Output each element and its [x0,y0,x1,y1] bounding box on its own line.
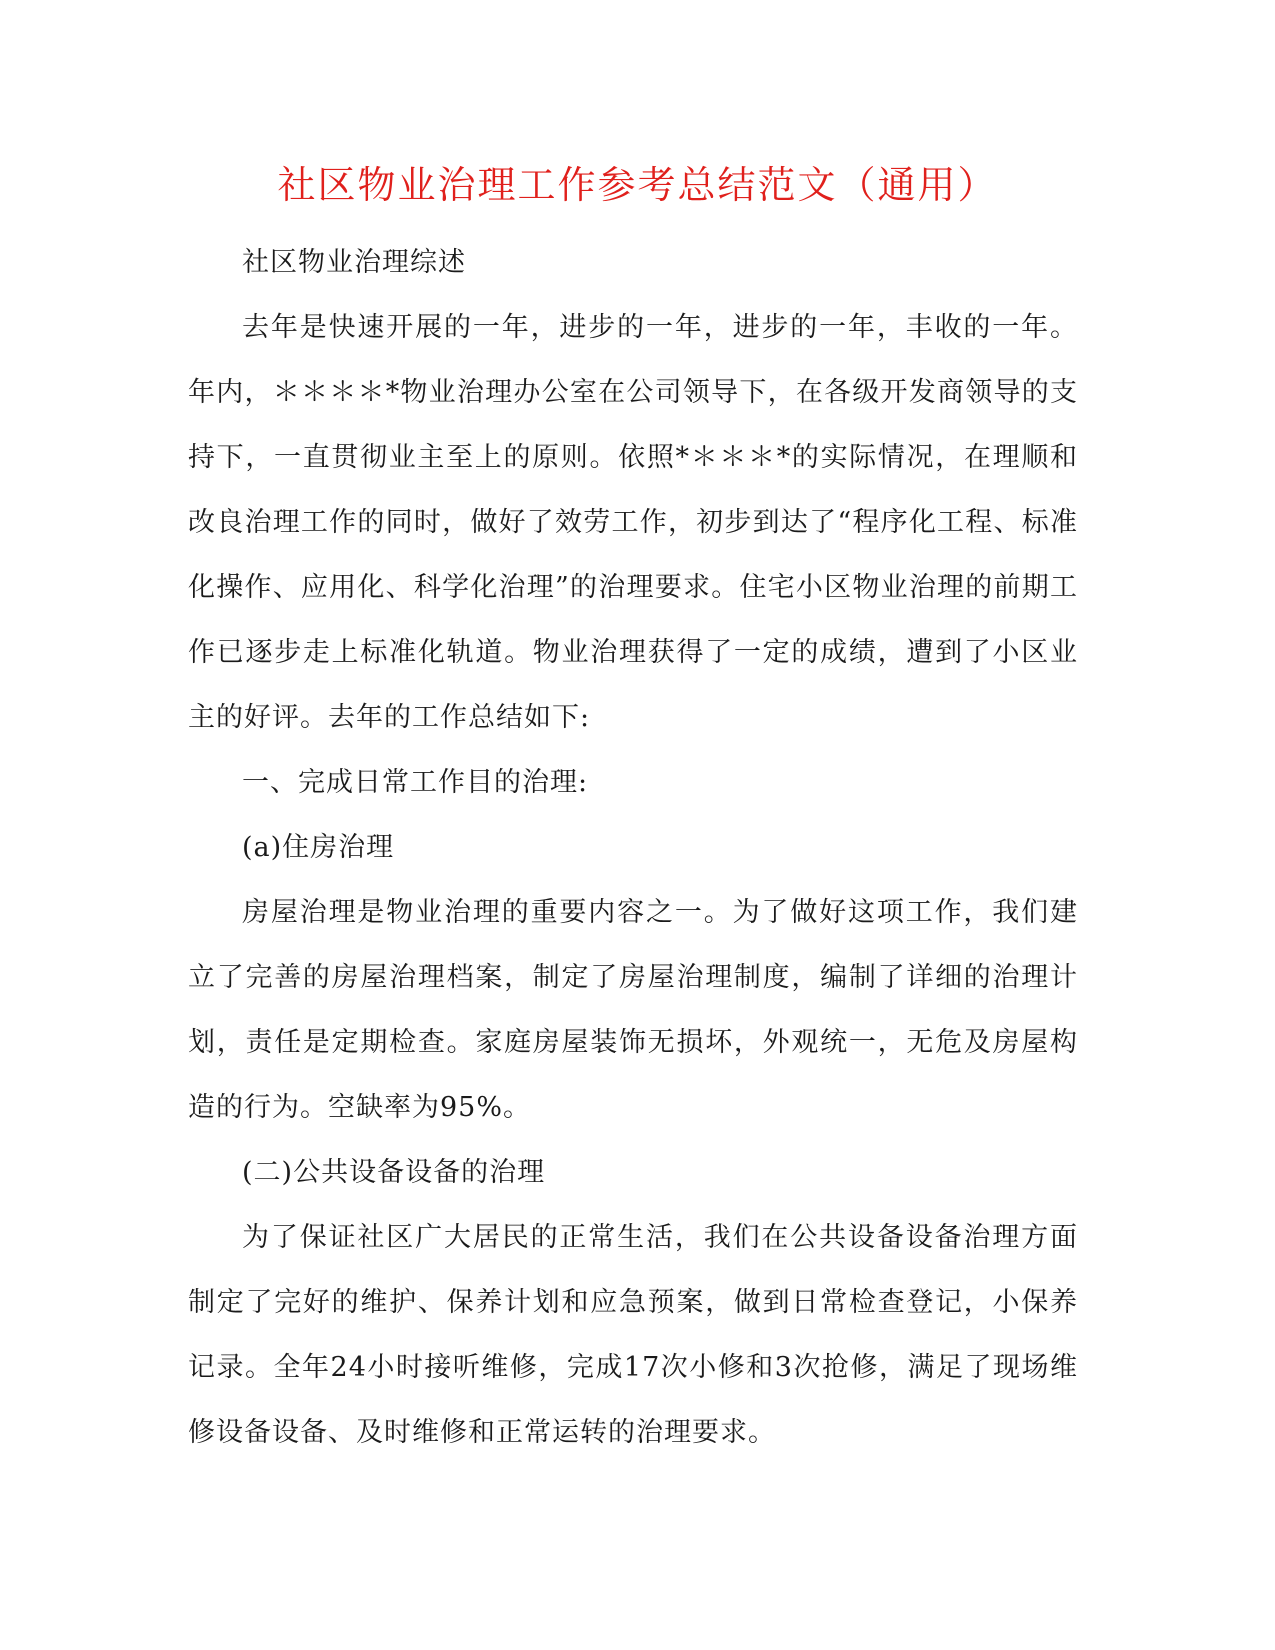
document-title: 社区物业治理工作参考总结范文（通用） [277,163,998,207]
paragraph-overview-heading: 社区物业治理综述 [242,247,466,278]
paragraph-housing-heading: (a)住房治理 [242,832,395,863]
paragraph-facilities-heading: (二)公共设备设备的治理 [242,1157,546,1188]
paragraph-section-one-heading: 一、完成日常工作目的治理: [242,767,589,798]
paragraph-facilities-body: 为了保证社区广大居民的正常生活，我们在公共设备设备治理方面制定了完好的维护、保养计划和应急预案，做到日常检查登记，小保养记录。全年24小时接听维修，完成17次小修和3次抢修，满足了现场维修设备设备、及时维修和正常运转的治理要求。 [188,1222,1078,1448]
document-body [188,230,1078,1465]
paragraph-intro: 去年是快速开展的一年，进步的一年，进步的一年，丰收的一年。年内，＊＊＊＊*物业治理办公室在公司领导下，在各级开发商领导的支持下，一直贯彻业主至上的原则。依照*＊＊＊*的实际情况，在理顺和改良治理工作的同时，做好了效劳工作，初步到达了“程序化工程、标准化操作、应用化、科学化治理”的治理要求。住宅小区物业治理的前期工作已逐步走上标准化轨道。物业治理获得了一定的成绩，遭到了小区业主的好评。去年的工作总结如下: [188,312,1078,733]
paragraph-housing-body: 房屋治理是物业治理的重要内容之一。为了做好这项工作，我们建立了完善的房屋治理档案，制定了房屋治理制度，编制了详细的治理计划，责任是定期检查。家庭房屋装饰无损坏，外观统一，无危及房屋构造的行为。空缺率为95%。 [188,897,1078,1123]
